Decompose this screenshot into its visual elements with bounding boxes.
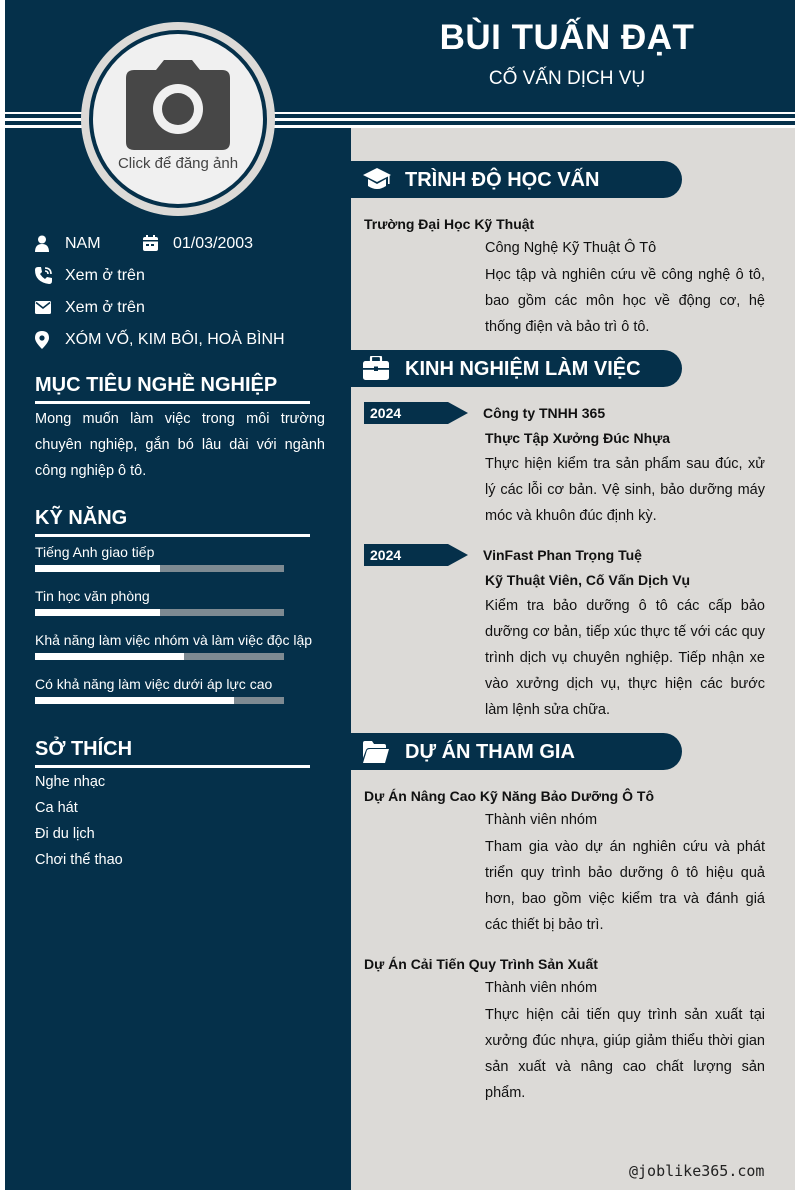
calendar-icon [143,235,158,251]
address-value: XÓM VỐ, KIM BÔI, HOÀ BÌNH [65,331,285,348]
camera-icon [126,58,230,155]
folder-open-icon [363,741,389,763]
skill-label: Tiếng Anh giao tiếp [35,544,155,560]
email-value: Xem ở trên [65,299,145,316]
year-badge [364,544,468,566]
school-name: Trường Đại Học Kỹ Thuật [364,216,535,232]
hobbies-heading: SỞ THÍCH [35,738,133,760]
skill-level-bar [35,609,284,616]
position-title: Kỹ Thuật Viên, Cố Vấn Dịch Vụ [485,572,691,588]
skill-label: Khả năng làm việc nhóm và làm việc độc lập [35,632,313,648]
experience-section-header [351,350,682,387]
skill-level-bar [35,697,284,704]
company-name: VinFast Phan Trọng Tuệ [483,547,642,563]
phone-value: Xem ở trên [65,267,145,284]
skills-heading: KỸ NĂNG [35,507,128,529]
experience-description: Kiểm tra bảo dưỡng ô tô các cấp bảo dưỡng cơ bản, tiếp xúc thực tế với các quy trình dịch vụ chuyên nghiệp. Tiếp nhận xe vào xưởng dịch vụ, thực hiện các bước làm lệnh sửa chữa. [485,598,765,718]
objective-heading: MỤC TIÊU NGHỀ NGHIỆP [35,374,278,396]
objective-text: Mong muốn làm việc trong môi trường chuyên nghiệp, gắn bó lâu dài với ngành công nghiệp ô tô. [35,411,325,479]
skill-label: Có khả năng làm việc dưới áp lực cao [35,676,273,692]
candidate-name: BÙI TUẤN ĐẠT [439,18,695,57]
hobby-item: Đi du lịch [35,826,95,842]
company-name: Công ty TNHH 365 [483,405,606,421]
project-role: Thành viên nhóm [485,980,598,996]
hobby-item: Nghe nhạc [35,774,106,790]
job-title: CỐ VẤN DỊCH VỤ [488,68,646,89]
experience-heading: KINH NGHIỆM LÀM VIỆC [405,358,641,380]
project-description: Thực hiện cải tiến quy trình sản xuất tại xưởng đúc nhựa, giúp giảm thiểu thời gian sản xuất và nâng cao chất lượng sản phẩm. [485,1007,765,1101]
watermark: @joblike365.com [629,1162,765,1180]
education-heading: TRÌNH ĐỘ HỌC VẤN [405,169,600,191]
hobby-item: Ca hát [35,800,78,816]
skills-divider [35,534,310,537]
projects-heading: DỰ ÁN THAM GIA [405,741,575,763]
experience-year: 2024 [370,547,402,563]
projects-section-header [351,733,682,770]
graduation-cap-icon [363,167,391,193]
gender-value: NAM [65,235,101,252]
hobby-item: Chơi thể thao [35,852,123,868]
skill-level-bar [35,565,284,572]
major: Công Nghệ Kỹ Thuật Ô Tô [485,240,657,256]
skill-level-fill [35,565,160,572]
envelope-icon [35,301,51,315]
experience-description: Thực hiện kiểm tra sản phẩm sau đúc, xử lý các lỗi cơ bản. Vệ sinh, bảo dưỡng máy móc và khuôn đúc định kỳ. [485,456,765,524]
skill-level-fill [35,697,234,704]
project-name: Dự Án Nâng Cao Kỹ Năng Bảo Dưỡng Ô Tô [364,788,655,804]
location-pin-icon [35,331,49,349]
objective-divider [35,401,310,404]
briefcase-icon [363,356,389,380]
skill-level-fill [35,653,184,660]
experience-year: 2024 [370,405,402,421]
position-title: Thực Tập Xưởng Đúc Nhựa [485,430,671,446]
user-icon [35,235,49,252]
project-description: Tham gia vào dự án nghiên cứu và phát triển quy trình bảo dưỡng ô tô hiệu quả hơn, bao gồm việc kiểm tra và đánh giá các thiết bị bảo trì. [485,839,765,933]
phone-icon [35,267,52,284]
skill-label: Tin học văn phòng [35,588,150,604]
upload-photo-label[interactable]: Click để đăng ảnh [117,155,239,172]
education-section-header [351,161,682,198]
hobbies-divider [35,765,310,768]
project-role: Thành viên nhóm [485,812,598,828]
birthdate-value: 01/03/2003 [173,235,254,252]
skill-level-fill [35,609,160,616]
year-badge [364,402,468,424]
education-description: Học tập và nghiên cứu về công nghệ ô tô, bao gồm các môn học về động cơ, hệ thống điện và bảo trì ô tô. [485,267,765,335]
project-name: Dự Án Cải Tiến Quy Trình Sản Xuất [364,956,598,972]
skill-level-bar [35,653,284,660]
resume-page [5,0,795,1190]
